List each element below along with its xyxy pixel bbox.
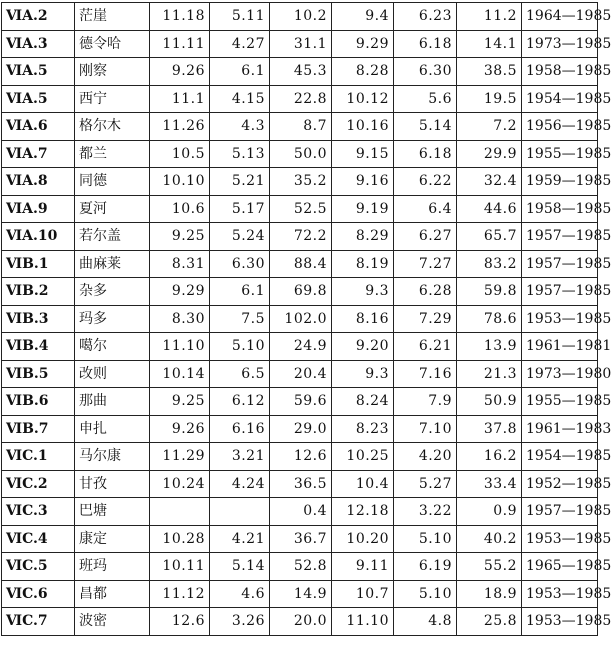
record-period-cell: 1957—1985 — [522, 278, 598, 306]
value-cell-1: 11.12 — [150, 580, 210, 608]
value-cell-2: 4.3 — [210, 113, 270, 141]
record-period-cell: 1954—1985 — [522, 85, 598, 113]
value-cell-5: 6.21 — [394, 333, 457, 361]
value-cell-6: 32.4 — [457, 168, 522, 196]
zone-code-cell: ⅥC.6 — [2, 580, 75, 608]
station-name-cell: 夏河 — [75, 195, 150, 223]
value-cell-6: 37.8 — [457, 415, 522, 443]
value-cell-6: 55.2 — [457, 553, 522, 581]
value-cell-5: 6.4 — [394, 195, 457, 223]
value-cell-3: 20.4 — [270, 360, 332, 388]
value-cell-1: 11.1 — [150, 85, 210, 113]
value-cell-5: 5.27 — [394, 470, 457, 498]
value-cell-6: 38.5 — [457, 58, 522, 86]
record-period-cell: 1953—1985 — [522, 580, 598, 608]
value-cell-1: 9.26 — [150, 415, 210, 443]
value-cell-6: 65.7 — [457, 223, 522, 251]
value-cell-2: 6.12 — [210, 388, 270, 416]
value-cell-1: 9.25 — [150, 388, 210, 416]
value-cell-5: 6.19 — [394, 553, 457, 581]
zone-code-cell: ⅥA.5 — [2, 85, 75, 113]
value-cell-5: 6.28 — [394, 278, 457, 306]
value-cell-6: 14.1 — [457, 30, 522, 58]
value-cell-2: 5.24 — [210, 223, 270, 251]
value-cell-2: 6.30 — [210, 250, 270, 278]
table-row — [2, 30, 598, 58]
value-cell-6: 59.8 — [457, 278, 522, 306]
value-cell-3: 52.5 — [270, 195, 332, 223]
station-name-cell: 刚察 — [75, 58, 150, 86]
value-cell-6: 7.2 — [457, 113, 522, 141]
value-cell-4: 9.3 — [332, 278, 394, 306]
value-cell-3: 36.7 — [270, 525, 332, 553]
value-cell-4: 9.11 — [332, 553, 394, 581]
record-period-cell: 1957—1985 — [522, 498, 598, 526]
value-cell-6: 16.2 — [457, 443, 522, 471]
table-row — [2, 388, 598, 416]
value-cell-5: 7.9 — [394, 388, 457, 416]
value-cell-4: 10.12 — [332, 85, 394, 113]
station-name-cell: 波密 — [75, 608, 150, 636]
value-cell-1: 10.5 — [150, 140, 210, 168]
value-cell-6: 0.9 — [457, 498, 522, 526]
table-row — [2, 3, 598, 31]
station-name-cell: 德令哈 — [75, 30, 150, 58]
value-cell-4: 10.16 — [332, 113, 394, 141]
value-cell-3: 8.7 — [270, 113, 332, 141]
station-name-cell: 那曲 — [75, 388, 150, 416]
value-cell-3: 72.2 — [270, 223, 332, 251]
value-cell-4: 9.4 — [332, 3, 394, 31]
table-row — [2, 195, 598, 223]
station-name-cell: 杂多 — [75, 278, 150, 306]
climate-station-table — [1, 2, 611, 636]
zone-code-cell: ⅥC.1 — [2, 443, 75, 471]
value-cell-2: 4.24 — [210, 470, 270, 498]
table-row — [2, 278, 598, 306]
value-cell-1: 11.26 — [150, 113, 210, 141]
zone-code-cell: ⅥC.4 — [2, 525, 75, 553]
record-period-cell: 1959—1985 — [522, 168, 598, 196]
table-row — [2, 443, 598, 471]
value-cell-1: 11.10 — [150, 333, 210, 361]
value-cell-3: 29.0 — [270, 415, 332, 443]
table-row — [2, 608, 598, 636]
table-row — [2, 360, 598, 388]
value-cell-4: 10.4 — [332, 470, 394, 498]
zone-code-cell: ⅥA.3 — [2, 30, 75, 58]
value-cell-2: 5.11 — [210, 3, 270, 31]
value-cell-3: 24.9 — [270, 333, 332, 361]
value-cell-5: 5.6 — [394, 85, 457, 113]
value-cell-5: 6.23 — [394, 3, 457, 31]
value-cell-4: 8.16 — [332, 305, 394, 333]
value-cell-3: 36.5 — [270, 470, 332, 498]
station-name-cell: 马尔康 — [75, 443, 150, 471]
value-cell-5: 6.27 — [394, 223, 457, 251]
table-row — [2, 580, 598, 608]
value-cell-6: 21.3 — [457, 360, 522, 388]
value-cell-2: 3.21 — [210, 443, 270, 471]
zone-code-cell: ⅥC.5 — [2, 553, 75, 581]
table-row — [2, 498, 598, 526]
value-cell-2: 5.10 — [210, 333, 270, 361]
value-cell-2: 4.21 — [210, 525, 270, 553]
value-cell-1: 8.31 — [150, 250, 210, 278]
station-name-cell: 申扎 — [75, 415, 150, 443]
zone-code-cell: ⅥA.6 — [2, 113, 75, 141]
station-name-cell: 曲麻莱 — [75, 250, 150, 278]
value-cell-2: 6.16 — [210, 415, 270, 443]
station-name-cell: 甘孜 — [75, 470, 150, 498]
value-cell-1: 10.14 — [150, 360, 210, 388]
value-cell-1: 9.25 — [150, 223, 210, 251]
record-period-cell: 1961—1983 — [522, 415, 598, 443]
value-cell-2: 5.21 — [210, 168, 270, 196]
value-cell-6: 83.2 — [457, 250, 522, 278]
table-body — [2, 3, 611, 636]
value-cell-3: 12.6 — [270, 443, 332, 471]
value-cell-2: 5.14 — [210, 553, 270, 581]
record-period-cell: 1953—1985 — [522, 608, 598, 636]
zone-code-cell: ⅥA.2 — [2, 3, 75, 31]
record-period-cell: 1954—1985 — [522, 443, 598, 471]
value-cell-6: 29.9 — [457, 140, 522, 168]
record-period-cell: 1965—1985 — [522, 553, 598, 581]
station-name-cell: 西宁 — [75, 85, 150, 113]
record-period-cell: 1973—1985 — [522, 30, 598, 58]
record-period-cell: 1957—1985 — [522, 250, 598, 278]
value-cell-1: 10.10 — [150, 168, 210, 196]
table-row — [2, 415, 598, 443]
record-period-cell: 1952—1985 — [522, 470, 598, 498]
value-cell-3: 31.1 — [270, 30, 332, 58]
value-cell-5: 7.27 — [394, 250, 457, 278]
value-cell-2: 4.27 — [210, 30, 270, 58]
value-cell-5: 7.29 — [394, 305, 457, 333]
station-name-cell: 巴塘 — [75, 498, 150, 526]
table-row — [2, 168, 598, 196]
table-row — [2, 140, 598, 168]
value-cell-2: 7.5 — [210, 305, 270, 333]
value-cell-1: 8.30 — [150, 305, 210, 333]
record-period-cell: 1955—1985 — [522, 140, 598, 168]
zone-code-cell: ⅥB.3 — [2, 305, 75, 333]
station-name-cell: 改则 — [75, 360, 150, 388]
value-cell-4: 12.18 — [332, 498, 394, 526]
value-cell-4: 8.23 — [332, 415, 394, 443]
value-cell-1: 9.29 — [150, 278, 210, 306]
value-cell-4: 10.7 — [332, 580, 394, 608]
value-cell-1: 12.6 — [150, 608, 210, 636]
value-cell-6: 40.2 — [457, 525, 522, 553]
value-cell-1: 11.18 — [150, 3, 210, 31]
zone-code-cell: ⅥC.3 — [2, 498, 75, 526]
value-cell-6: 19.5 — [457, 85, 522, 113]
value-cell-2 — [210, 498, 270, 526]
value-cell-1: 9.26 — [150, 58, 210, 86]
value-cell-6: 25.8 — [457, 608, 522, 636]
value-cell-6: 11.2 — [457, 3, 522, 31]
station-name-cell: 班玛 — [75, 553, 150, 581]
value-cell-3: 88.4 — [270, 250, 332, 278]
record-period-cell: 1958—1985 — [522, 195, 598, 223]
station-name-cell: 茫崖 — [75, 3, 150, 31]
record-period-cell: 1955—1985 — [522, 388, 598, 416]
table-row — [2, 305, 598, 333]
station-name-cell: 若尔盖 — [75, 223, 150, 251]
value-cell-3: 14.9 — [270, 580, 332, 608]
value-cell-4: 9.16 — [332, 168, 394, 196]
station-name-cell: 格尔木 — [75, 113, 150, 141]
value-cell-3: 45.3 — [270, 58, 332, 86]
value-cell-5: 3.22 — [394, 498, 457, 526]
record-period-cell: 1956—1985 — [522, 113, 598, 141]
value-cell-2: 4.15 — [210, 85, 270, 113]
value-cell-1: 10.11 — [150, 553, 210, 581]
value-cell-2: 6.1 — [210, 278, 270, 306]
value-cell-6: 50.9 — [457, 388, 522, 416]
value-cell-2: 5.17 — [210, 195, 270, 223]
value-cell-6: 13.9 — [457, 333, 522, 361]
value-cell-4: 9.19 — [332, 195, 394, 223]
zone-code-cell: ⅥB.6 — [2, 388, 75, 416]
value-cell-4: 8.24 — [332, 388, 394, 416]
value-cell-6: 44.6 — [457, 195, 522, 223]
value-cell-3: 69.8 — [270, 278, 332, 306]
station-name-cell: 噶尔 — [75, 333, 150, 361]
value-cell-4: 8.29 — [332, 223, 394, 251]
value-cell-3: 0.4 — [270, 498, 332, 526]
station-name-cell: 康定 — [75, 525, 150, 553]
value-cell-4: 8.19 — [332, 250, 394, 278]
zone-code-cell: ⅥA.9 — [2, 195, 75, 223]
value-cell-3: 102.0 — [270, 305, 332, 333]
table-row — [2, 525, 598, 553]
table-row — [2, 113, 598, 141]
value-cell-2: 6.5 — [210, 360, 270, 388]
zone-code-cell: ⅥB.2 — [2, 278, 75, 306]
table-row — [2, 470, 598, 498]
station-name-cell: 玛多 — [75, 305, 150, 333]
station-name-cell: 昌都 — [75, 580, 150, 608]
value-cell-6: 18.9 — [457, 580, 522, 608]
station-name-cell: 同德 — [75, 168, 150, 196]
record-period-cell: 1953—1985 — [522, 305, 598, 333]
value-cell-5: 5.10 — [394, 525, 457, 553]
value-cell-3: 10.2 — [270, 3, 332, 31]
table-row — [2, 223, 598, 251]
record-period-cell: 1964—1985 — [522, 3, 598, 31]
zone-code-cell: ⅥB.1 — [2, 250, 75, 278]
value-cell-1: 11.29 — [150, 443, 210, 471]
value-cell-6: 33.4 — [457, 470, 522, 498]
value-cell-4: 8.28 — [332, 58, 394, 86]
table-row — [2, 553, 598, 581]
zone-code-cell: ⅥB.7 — [2, 415, 75, 443]
zone-code-cell: ⅥB.4 — [2, 333, 75, 361]
value-cell-5: 6.22 — [394, 168, 457, 196]
table-row — [2, 58, 598, 86]
value-cell-4: 9.15 — [332, 140, 394, 168]
value-cell-2: 6.1 — [210, 58, 270, 86]
value-cell-3: 50.0 — [270, 140, 332, 168]
station-name-cell: 都兰 — [75, 140, 150, 168]
value-cell-5: 5.14 — [394, 113, 457, 141]
value-cell-5: 7.16 — [394, 360, 457, 388]
value-cell-4: 9.29 — [332, 30, 394, 58]
record-period-cell: 1953—1985 — [522, 525, 598, 553]
zone-code-cell: ⅥA.5 — [2, 58, 75, 86]
value-cell-5: 6.18 — [394, 30, 457, 58]
value-cell-1 — [150, 498, 210, 526]
value-cell-3: 59.6 — [270, 388, 332, 416]
value-cell-2: 4.6 — [210, 580, 270, 608]
value-cell-5: 4.20 — [394, 443, 457, 471]
table-row — [2, 250, 598, 278]
record-period-cell: 1973—1980 — [522, 360, 598, 388]
value-cell-4: 9.20 — [332, 333, 394, 361]
table-row — [2, 85, 598, 113]
value-cell-3: 20.0 — [270, 608, 332, 636]
zone-code-cell: ⅥC.2 — [2, 470, 75, 498]
value-cell-4: 9.3 — [332, 360, 394, 388]
value-cell-1: 10.24 — [150, 470, 210, 498]
value-cell-4: 11.10 — [332, 608, 394, 636]
value-cell-5: 4.8 — [394, 608, 457, 636]
value-cell-5: 6.30 — [394, 58, 457, 86]
value-cell-2: 5.13 — [210, 140, 270, 168]
zone-code-cell: ⅥA.8 — [2, 168, 75, 196]
table-row — [2, 333, 598, 361]
value-cell-3: 22.8 — [270, 85, 332, 113]
record-period-cell: 1957—1985 — [522, 223, 598, 251]
zone-code-cell: ⅥA.10 — [2, 223, 75, 251]
value-cell-3: 52.8 — [270, 553, 332, 581]
record-period-cell: 1958—1985 — [522, 58, 598, 86]
value-cell-2: 3.26 — [210, 608, 270, 636]
zone-code-cell: ⅥB.5 — [2, 360, 75, 388]
value-cell-1: 10.28 — [150, 525, 210, 553]
zone-code-cell: ⅥA.7 — [2, 140, 75, 168]
record-period-cell: 1961—1981 — [522, 333, 598, 361]
zone-code-cell: ⅥC.7 — [2, 608, 75, 636]
value-cell-5: 7.10 — [394, 415, 457, 443]
value-cell-5: 5.10 — [394, 580, 457, 608]
value-cell-1: 10.6 — [150, 195, 210, 223]
value-cell-3: 35.2 — [270, 168, 332, 196]
value-cell-4: 10.25 — [332, 443, 394, 471]
value-cell-6: 78.6 — [457, 305, 522, 333]
value-cell-5: 6.18 — [394, 140, 457, 168]
value-cell-4: 10.20 — [332, 525, 394, 553]
value-cell-1: 11.11 — [150, 30, 210, 58]
